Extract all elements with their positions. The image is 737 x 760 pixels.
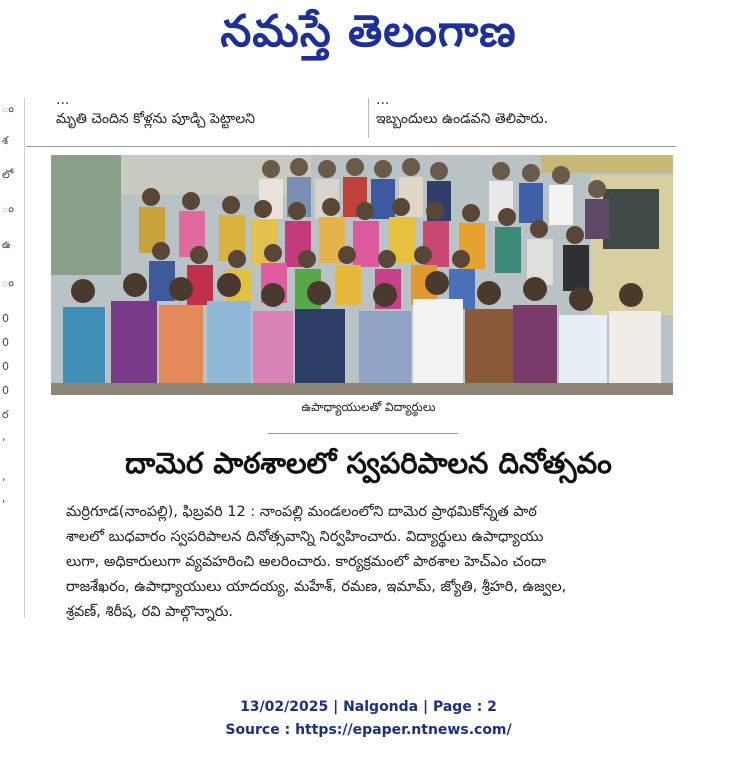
left-strip-char: ' xyxy=(2,498,6,511)
left-strip-char: శ xyxy=(2,134,9,147)
left-strip-char: 0 xyxy=(2,360,9,373)
section-rule xyxy=(26,146,676,147)
article-body xyxy=(66,500,672,625)
left-strip-char: ం xyxy=(2,202,14,215)
left-strip-char: ఉ xyxy=(2,238,11,251)
left-strip-char: , xyxy=(2,430,6,443)
masthead-title: నమస్తే తెలంగాణ xyxy=(220,6,517,57)
photo-caption: ఉపాధ్యాయులతో విద్యార్థులు xyxy=(301,400,436,414)
article-line: లుగా, అధికారులుగా వ్యవహరించి అలరించారు. కార్యక్రమంలో పాఠశాల హెచ్ఎం చందా xyxy=(66,554,547,570)
left-strip-char: ం xyxy=(2,276,14,289)
left-strip-char: ర xyxy=(2,408,9,421)
left-strip-char: 0 xyxy=(2,384,9,397)
left-strip-char: , xyxy=(2,470,6,483)
top-left-column xyxy=(56,96,362,138)
footer-source-link[interactable]: Source : https://epaper.ntnews.com/ xyxy=(225,722,512,738)
caption-rule xyxy=(268,433,458,434)
article-headline: దామెర పాఠశాలలో స్వపరిపాలన దినోత్సవం xyxy=(125,446,612,480)
column-line: మృతి చెందిన కోళ్లను పూడ్చి పెట్టాలని xyxy=(56,111,255,127)
article-line: రాజశేఖరం, ఉపాధ్యాయులు యాదయ్య, మహేశ్, రమణ, ఇమామ్, జ్యోతి, శ్రీహరి, ఉజ్వల, xyxy=(66,579,567,595)
footer-date-edition: 13/02/2025 | Nalgonda | Page : 2 xyxy=(240,699,497,715)
cut-line: ... xyxy=(376,96,390,108)
top-right-column xyxy=(376,96,676,138)
article-line: శ్రవణ్, శిరీష, రవి పాల్గొన్నారు. xyxy=(66,604,234,620)
left-cropped-column xyxy=(0,98,22,618)
left-strip-char: 0 xyxy=(2,336,9,349)
left-strip-char: ం xyxy=(2,102,14,115)
left-strip-char: లో xyxy=(2,168,14,181)
article-line: శాలలో బుధవారం స్వపరిపాలన దినోత్సవాన్ని నిర్వహించారు. విద్యార్థులు ఉపాధ్యాయు xyxy=(66,529,544,545)
group-photo-illustration xyxy=(51,155,673,395)
column-rule xyxy=(24,98,25,618)
cut-line: ... xyxy=(56,96,70,108)
article-line: మర్రిగూడ(నాంపల్లి), ఫిబ్రవరి 12 : నాంపల్లి మండలంలోని దామెర ప్రాథమికోన్నత పాఠ xyxy=(66,504,537,520)
column-line: ఇబ్బందులు ఉండవని తెలిపారు. xyxy=(376,111,549,127)
left-strip-char: 0 xyxy=(2,312,9,325)
group-photo xyxy=(51,155,673,395)
column-divider xyxy=(368,98,369,138)
